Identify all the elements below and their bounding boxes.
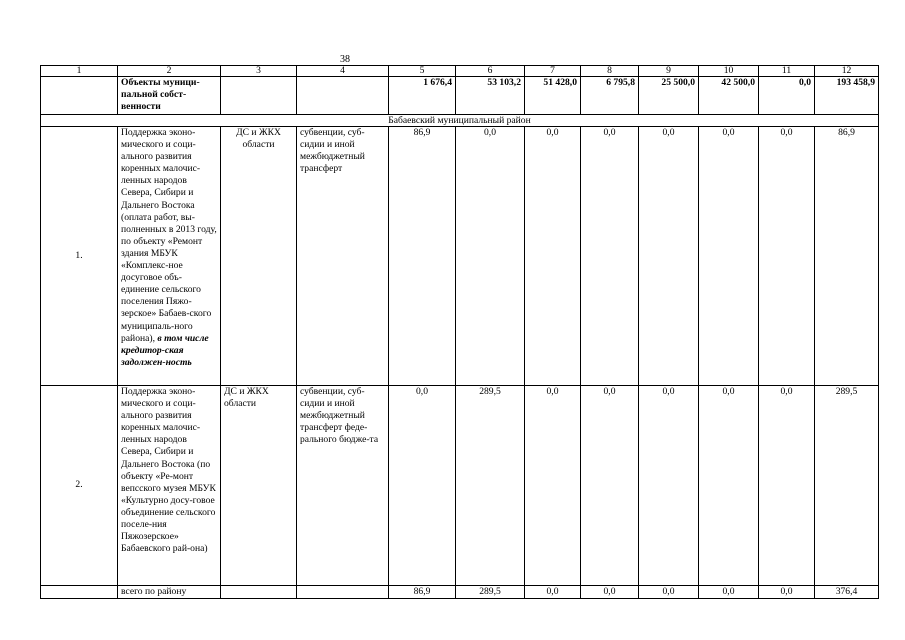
summary-value: 6 795,8 (581, 77, 639, 115)
row-value: 0,0 (389, 386, 456, 586)
row-value: 0,0 (639, 127, 699, 386)
total-row (41, 586, 879, 599)
row-description (118, 127, 221, 386)
total-value: 0,0 (639, 586, 699, 599)
row-value: 0,0 (759, 386, 815, 586)
summary-value: 193 458,9 (815, 77, 879, 115)
col-header-9: 9 (639, 66, 699, 77)
col-header-1: 1 (41, 66, 118, 77)
total-value: 0,0 (525, 586, 581, 599)
col-header-4: 4 (297, 66, 389, 77)
row-value: 0,0 (759, 127, 815, 386)
total-value: 0,0 (759, 586, 815, 599)
row-value: 0,0 (699, 127, 759, 386)
col-header-5: 5 (389, 66, 456, 77)
col-header-11: 11 (759, 66, 815, 77)
table-row (41, 127, 879, 386)
summary-value: 51 428,0 (525, 77, 581, 115)
row-value: 86,9 (815, 127, 879, 386)
summary-value: 42 500,0 (699, 77, 759, 115)
summary-label: Объекты муници-пальной собст-венности (118, 77, 221, 115)
section-title: Бабаевский муниципальный район (41, 115, 879, 127)
total-value: 0,0 (699, 586, 759, 599)
total-label: всего по району (118, 586, 221, 599)
row-value: 0,0 (639, 386, 699, 586)
summary-value: 25 500,0 (639, 77, 699, 115)
row-value: 289,5 (456, 386, 525, 586)
row-value: 86,9 (389, 127, 456, 386)
col-header-7: 7 (525, 66, 581, 77)
budget-table (40, 65, 879, 599)
total-value: 289,5 (456, 586, 525, 599)
col-header-8: 8 (581, 66, 639, 77)
row-number: 1. (41, 127, 118, 386)
table-row (41, 386, 879, 586)
col-header-10: 10 (699, 66, 759, 77)
total-value: 86,9 (389, 586, 456, 599)
col-header-2: 2 (118, 66, 221, 77)
row-source: субвенции, суб-сидии и иной межбюджетный трансферт феде-рального бюдже-та (297, 386, 389, 586)
col-header-3: 3 (221, 66, 297, 77)
row-value: 0,0 (699, 386, 759, 586)
col-header-12: 12 (815, 66, 879, 77)
row-description: Поддержка эконо-мического и соци-ального развития коренных малочис-ленных народов Севера, Сибири и Дальнего Востока (по объекту «Ре-монт вепсского музея МБУК «Культурно досу-говое объединение сельского поселе-ния Пяжозерское» Бабаевского рай-она) (118, 386, 221, 586)
row-value: 0,0 (456, 127, 525, 386)
col-header-6: 6 (456, 66, 525, 77)
page-number: 38 (340, 54, 350, 65)
total-value: 0,0 (581, 586, 639, 599)
row-value: 0,0 (525, 127, 581, 386)
summary-value: 0,0 (759, 77, 815, 115)
row-value: 0,0 (581, 386, 639, 586)
summary-value: 1 676,4 (389, 77, 456, 115)
row-executor: ДС и ЖКХ области (221, 386, 297, 586)
section-row (41, 115, 879, 127)
row-executor: ДС и ЖКХ области (221, 127, 297, 386)
row-value: 289,5 (815, 386, 879, 586)
summary-row (41, 77, 879, 115)
row-source: субвенции, суб-сидии и иной межбюджетный трансферт (297, 127, 389, 386)
column-number-row (41, 66, 879, 77)
summary-value: 53 103,2 (456, 77, 525, 115)
total-value: 376,4 (815, 586, 879, 599)
description-text: Поддержка эконо-мического и соци-ального развития коренных малочис-ленных народов Севера, Сибири и Дальнего Востока (оплата работ, вы-полненных в 2013 году, по объекту «Ремонт здания МБУК «Комплекс-ное досуговое объ-единение сельского поселения Пяжо-зерское» Бабаев-ского муниципаль-ного района), (121, 127, 217, 344)
description-italic: в том числе кредитор-ская задолжен-ность (121, 332, 209, 368)
row-value: 0,0 (525, 386, 581, 586)
row-number: 2. (41, 386, 118, 586)
row-value: 0,0 (581, 127, 639, 386)
